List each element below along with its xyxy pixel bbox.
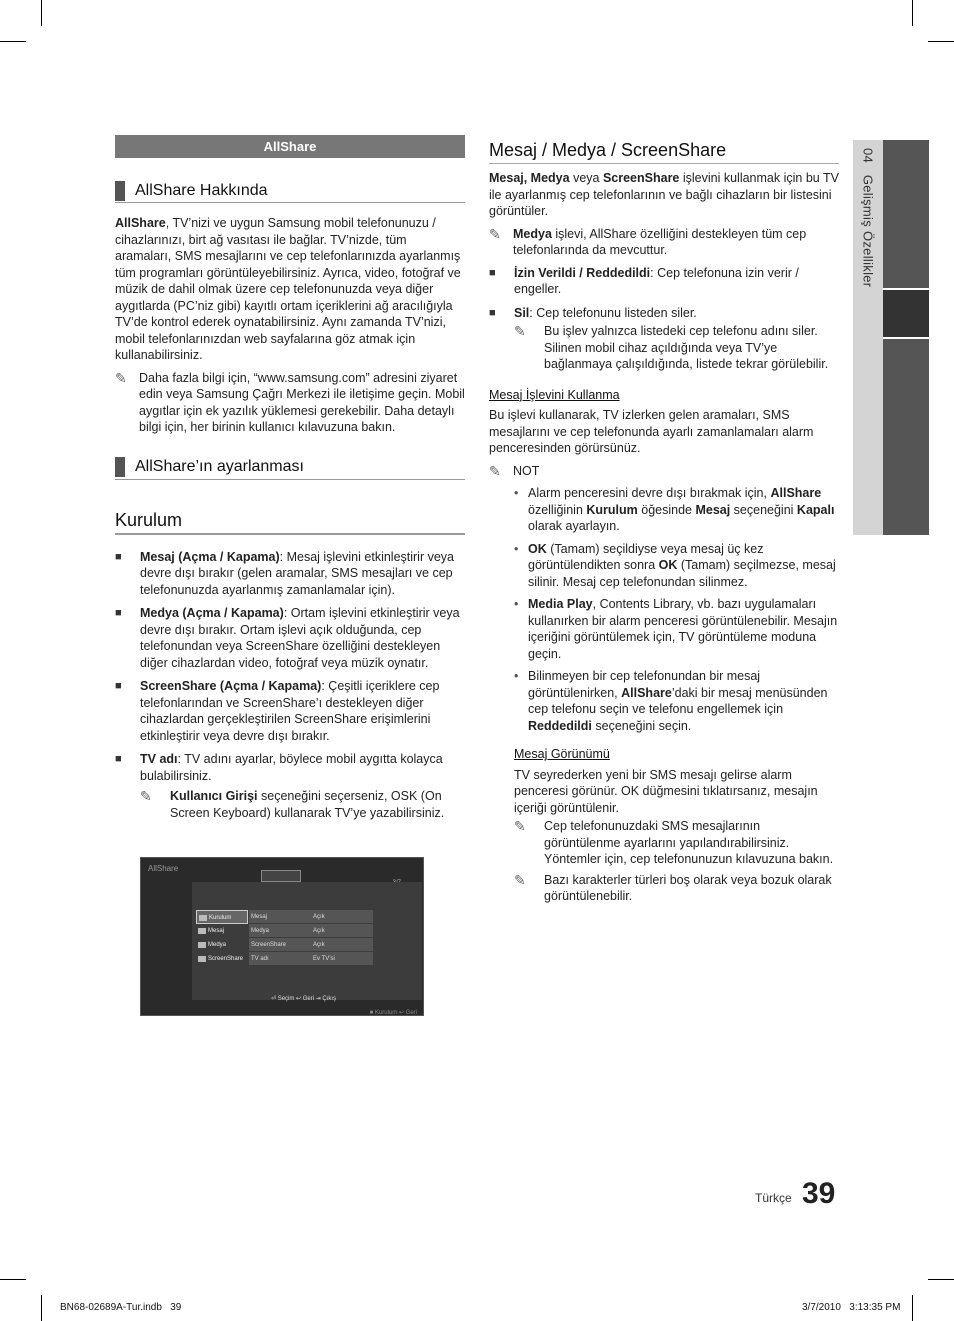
pencil-note-icon: ✎ [140,788,152,804]
crop-mark [928,41,954,42]
tvname-note: ✎ Kullanıcı Girişi seçeneğini seçerseniz, OSK (On Screen Keyboard) kullanarak TV’ye yazabilirsiniz. [140,788,445,820]
screen-footer-controls: ⏎ Seçim ↩ Geri ⇥ Çıkış [271,996,337,1002]
view-note-2: ✎ Bazı karakterler türleri boş olarak veya bozuk olarak görüntülenebilir. [514,871,832,903]
screen-footer-guide: ■ Kurulum ↩ Geri [369,1010,417,1016]
crop-mark [928,1279,954,1280]
item-sil: ■ Sil: Cep telefonunu listeden siler. [489,305,697,320]
print-date-info: 3/7/2010 3:13:35 PM [802,1302,901,1313]
sil-note: ✎ Bu işlev yalnızca listedeki cep telefonu adını siler. Silinen mobil cihaz açıldığında veya TV’ye bağlanmaya çalışıldığında, listede tekrar görülebilir. [514,323,829,371]
right-column [489,138,839,911]
chapter-label: 04 Gelişmiş Özellikler [860,148,876,288]
pencil-note-icon: ✎ [514,818,526,834]
side-tab-dark-top [883,140,929,288]
pencil-note-icon: ✎ [514,871,526,888]
screen-menu-screenshare: ScreenShare [196,952,248,966]
crop-mark [41,0,42,26]
crop-mark [0,1279,26,1280]
list-item: • Bilinmeyen bir cep telefonundan bir mesaj görüntülenirken, AllShare’daki bir mesaj menüsünden cep telefonu seçin ve telefonu engellemek için Reddedildi seçeneğini seçin. [514,669,828,733]
list-item: • Alarm penceresini devre dışı bırakmak için, AllShare özelliğinin Kurulum öğesinde Mesaj seçeneğini Kapalı olarak ayarlayın. [514,486,835,533]
allshare-bar-title: AllShare [115,135,465,158]
left-column [115,135,465,827]
screen-menu-mesaj: Mesaj [196,924,248,938]
not-label: ✎ NOT [489,462,540,479]
crop-mark [41,1295,42,1321]
pencil-note-icon: ✎ [115,369,127,386]
list-item: • Media Play, Contents Library, vb. bazı uygulamaları kullanırken bir alarm penceresi görüntülenebilir. Mesajın içeriğini görüntülemek için, TV görüntüleme moduna geçin. [514,597,838,661]
print-file-info: BN68-02689A-Tur.indb 39 [60,1302,182,1313]
side-tab-dark-bottom [883,339,929,535]
screenshare-icon [198,956,206,962]
square-bullet-icon: ■ [489,306,496,319]
page-number: 39 [802,1177,836,1210]
square-bullet-icon: ■ [115,607,122,619]
pencil-note-icon: ✎ [489,462,501,479]
screen-settings-table [249,910,373,966]
mesaj-view-heading: Mesaj Görünümü [514,747,610,761]
screen-title: AllShare [148,864,179,873]
view-note-1: ✎ Cep telefonunuzdaki SMS mesajlarının görüntülenme ayarlarını yapılandırabilirsiniz. Yöntemler için, cep telefonunuzun kılavuzuna bakın. [514,818,834,866]
side-tab-dark-active [883,290,929,337]
screen-menu-medya: Medya [196,938,248,952]
page-language: Türkçe [755,1191,792,1205]
view-paragraph: TV seyrederken yeni bir SMS mesajı gelirse alarm penceresi görünür. OK düğmesini tıklatırsanız, mesajın içeriği görüntülenir. [514,767,818,815]
item-izin-verildi: ■ İzin Verildi / Reddedildi: Cep telefonuna izin verir / engeller. [489,265,799,296]
about-paragraph: AllShare, TV’nizi ve uygun Samsung mobil telefonunuzu / cihazlarınızı, birt ağ vasıtası ile bağlar. TV’nizde, tüm aramaları, SMS mesajlarını ve cep telefonlarınızda ayarlanmış tüm programları görüntüleyebilirsiniz. Ayrıca, video, fotoğraf ve müzik de dahil olmak üzere cep telefonunuzda veya diğer aygıtlarda (PC’niz gibi) kayıtlı ortam içeriklerini ağ aracılığıyla TV’de kontrol ederek oynatabilirsiniz. Aynı zamanda TV’nizi, mobil telefonlarınızdan web sayfalarına göz atmak için kullanabilirsiniz. [115,216,461,362]
kurulum-item-mesaj: ■ Mesaj (Açma / Kapama): Mesaj işlevini etkinleştirir veya devre dışı bırakır (gelen aramalar, SMS mesajları ve cep telefonunuzda ayarlanmış zamanlamalar için). [115,549,454,597]
kurulum-item-screenshare: ■ ScreenShare (Açma / Kapama): Çeşitli içeriklere cep telefonlarından ve ScreenShare’ı destekleyen diğer cihazlardan gerçekleştirilen ScreenShare erişimlerini etkinleştirir veya devre dışı bırakır. [115,679,440,743]
tv-icon [261,870,301,882]
allshare-screen-illustration [140,857,424,1016]
crop-mark [0,41,26,42]
square-bullet-icon: ■ [115,753,122,765]
media-icon [198,942,206,948]
crop-mark [912,0,913,26]
square-bullet-icon: ■ [489,266,496,279]
pencil-note-icon: ✎ [514,323,526,339]
allshare-setup-heading: AllShare’ın ayarlanması [115,458,465,480]
mesaj-medya-heading: Mesaj / Medya / ScreenShare [489,138,839,164]
list-item: • OK (Tamam) seçildiyse veya mesaj üç kez görüntülendikten sonra OK (Tamam) seçilmezse, mesaj silinir. Mesaj cep telefonundan silinmez. [514,541,836,589]
about-note: ✎ Daha fazla bilgi için, “www.samsung.com” adresini ziyaret edin veya Samsung Çağrı Merkezi ile iletişime geçin. Mobil aygıtlar için ek yazılık yüklemesi gerekebilir. Daha detaylı bilgi için, her birinin kullanıcı kılavuzuna bakın. [115,369,465,434]
screen-menu [196,910,248,966]
table-row: ScreenShare Açık [249,938,373,952]
right-intro: Mesaj, Medya veya ScreenShare işlevini kullanmak için bu TV ile ayarlanmış cep telefonlarının ve bağlı cihazların bir listesini görüntüler. [489,171,839,218]
screen-panel [192,882,422,1000]
message-icon [198,928,206,934]
heading-marker [115,457,125,477]
allshare-about-heading: AllShare Hakkında [115,181,465,203]
square-bullet-icon: ■ [115,550,122,563]
note-bullet-list [489,485,839,905]
pencil-note-icon: ✎ [489,225,501,242]
kurulum-item-medya: ■ Medya (Açma / Kapama): Ortam işlevini etkinleştirir veya devre dışı bırakır. Ortam işlevi açık olduğunda, cep telefonundan veya ScreenShare özelliğini destekleyen diğer cihazlardan video, fotoğraf veya müzik oynatır. [115,606,460,670]
table-row: Medya Açık [249,924,373,938]
kurulum-item-tvname: ■ TV adı: TV adını ayarlar, böylece mobil aygıtta kolayca bulabilirsiniz. [115,752,443,783]
kurulum-heading: Kurulum [115,508,465,535]
screen-menu-kurulum: Kurulum [196,910,248,924]
medya-note: ✎ Medya işlevi, AllShare özelliğini destekleyen tüm cep telefonlarında da mevcuttur. [489,225,807,257]
mesaj-usage-heading: Mesaj İşlevini Kullanma [489,387,620,402]
square-bullet-icon: ■ [115,680,122,692]
chapter-side-tab [853,140,883,535]
table-row: TV adı Ev TV’si [249,952,373,966]
usage-paragraph: Bu işlevi kullanarak, TV izlerken gelen aramaları, SMS mesajlarını ve cep telefonunda ayarlı zamanlamaları alarm penceresinden görürsünüz. [489,408,814,455]
settings-icon [199,915,207,921]
heading-marker [115,181,125,201]
table-row: Mesaj Açık [249,910,373,924]
crop-mark [912,1295,913,1321]
